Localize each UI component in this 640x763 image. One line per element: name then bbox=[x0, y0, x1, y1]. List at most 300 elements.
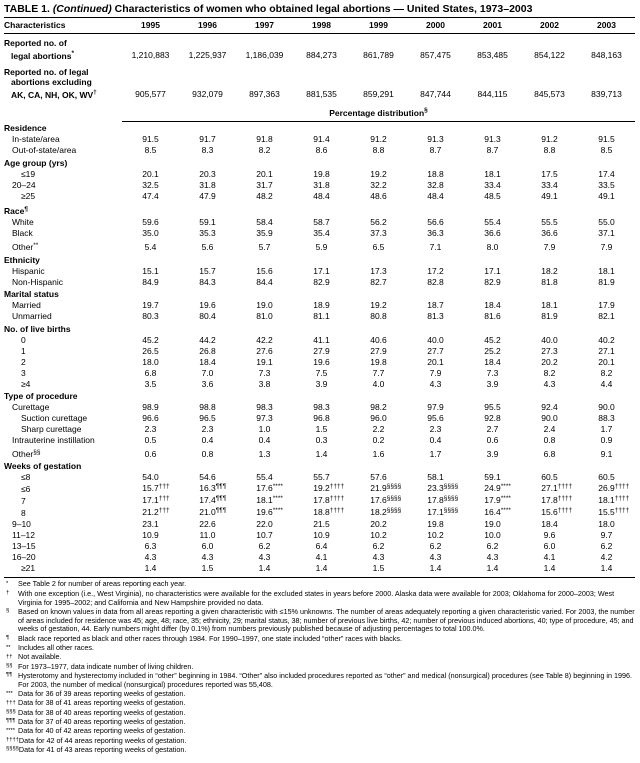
row-label: 2 bbox=[21, 356, 26, 367]
value-cell: 91.5 bbox=[142, 134, 159, 145]
value-cell: 16.3¶¶¶ bbox=[199, 483, 227, 494]
table-row bbox=[4, 446, 635, 460]
value-cell: 31.7 bbox=[256, 179, 273, 190]
footnote-symbol: †††† bbox=[6, 737, 19, 744]
value-cell: 5.4 bbox=[144, 242, 157, 253]
value-cell: 1,210,883 bbox=[131, 49, 170, 60]
table-row bbox=[4, 368, 635, 379]
value-cell: 42.2 bbox=[256, 334, 273, 345]
value-cell: 55.4 bbox=[484, 217, 501, 228]
value-cell: 0.3 bbox=[315, 435, 328, 446]
table-row bbox=[4, 424, 635, 435]
value-cell: 861,789 bbox=[363, 49, 394, 60]
footnote-text: Data for 42 of 44 areas reporting weeks of gestation. bbox=[18, 735, 187, 745]
footnote-text: Black race reported as black and other races through 1984. For 1990–1997, one state included “other” races with blacks. bbox=[18, 633, 402, 643]
value-cell: 1.6 bbox=[372, 448, 385, 459]
value-cell: 56.6 bbox=[427, 217, 444, 228]
value-cell: 3.9 bbox=[315, 378, 328, 389]
value-cell: 18.0 bbox=[142, 356, 159, 367]
value-cell: 0.2 bbox=[372, 435, 385, 446]
value-cell: 17.9 bbox=[598, 300, 615, 311]
section-header-row bbox=[4, 322, 635, 335]
value-cell: 7.1 bbox=[429, 242, 442, 253]
value-cell: 6.4 bbox=[315, 541, 328, 552]
value-cell: 81.9 bbox=[598, 276, 615, 287]
value-cell: 81.1 bbox=[313, 311, 330, 322]
row-label: Suction curettage bbox=[21, 413, 88, 424]
value-cell: 40.2 bbox=[598, 334, 615, 345]
value-cell: 10.0 bbox=[484, 530, 501, 541]
value-cell: 91.7 bbox=[199, 134, 216, 145]
section-header-row bbox=[4, 460, 635, 473]
value-cell: 36.6 bbox=[541, 228, 558, 239]
value-cell: 95.5 bbox=[484, 402, 501, 413]
value-cell: 90.0 bbox=[598, 402, 615, 413]
value-cell: 20.2 bbox=[541, 356, 558, 367]
table-row bbox=[4, 346, 635, 357]
table-row bbox=[4, 379, 635, 390]
footnote bbox=[4, 672, 635, 690]
value-cell: 80.4 bbox=[199, 311, 216, 322]
spacer-cell bbox=[4, 102, 122, 121]
value-cell: 854,122 bbox=[534, 49, 565, 60]
footnote bbox=[4, 590, 635, 608]
year-column-header: 2000 bbox=[407, 18, 464, 34]
value-cell: 33.4 bbox=[484, 179, 501, 190]
value-cell: 1.5 bbox=[201, 563, 214, 574]
value-cell: 98.3 bbox=[313, 402, 330, 413]
value-cell: 48.2 bbox=[256, 190, 273, 201]
value-cell: 6.0 bbox=[201, 541, 214, 552]
row-label: Sharp curettage bbox=[21, 424, 82, 435]
row-label: 16–20 bbox=[12, 552, 36, 563]
row-label: Non-Hispanic bbox=[12, 276, 64, 287]
footnote-symbol: ††† bbox=[6, 699, 16, 706]
value-cell: 96.8 bbox=[313, 413, 330, 424]
row-label: Curettage bbox=[12, 402, 50, 413]
value-cell: 91.5 bbox=[598, 134, 615, 145]
value-cell: 18.1 bbox=[541, 300, 558, 311]
footnote bbox=[4, 653, 635, 662]
value-cell: 3.9 bbox=[486, 448, 499, 459]
value-cell: 7.3 bbox=[258, 367, 271, 378]
value-cell: 1.4 bbox=[315, 448, 328, 459]
value-cell: 8.2 bbox=[600, 367, 613, 378]
value-cell: 20.1 bbox=[598, 356, 615, 367]
percentage-distribution-row bbox=[4, 102, 635, 121]
row-label: Unmarried bbox=[12, 311, 52, 322]
value-cell: 32.8 bbox=[427, 179, 444, 190]
footnote-text: Data for 40 of 42 areas reporting weeks of gestation. bbox=[18, 726, 186, 736]
table-row bbox=[4, 472, 635, 483]
row-label: Other** bbox=[12, 241, 39, 253]
percentage-distribution-label: Percentage distribution§ bbox=[122, 102, 635, 121]
value-cell: 96.6 bbox=[142, 413, 159, 424]
year-column-header: 1996 bbox=[179, 18, 236, 34]
value-cell: 1.4 bbox=[543, 563, 556, 574]
value-cell: 18.1 bbox=[598, 265, 615, 276]
value-cell: 8.8 bbox=[372, 145, 385, 156]
value-cell: 17.4¶¶¶ bbox=[199, 495, 227, 506]
value-cell: 19.6**** bbox=[256, 507, 283, 518]
value-cell: 1.7 bbox=[600, 424, 613, 435]
value-cell: 17.6**** bbox=[256, 483, 283, 494]
footnote-text: Data for 36 of 39 areas reporting weeks of gestation. bbox=[18, 689, 186, 699]
value-cell: 1,186,039 bbox=[245, 49, 284, 60]
value-cell: 857,475 bbox=[420, 49, 451, 60]
year-column-header: 2001 bbox=[464, 18, 521, 34]
value-cell: 58.7 bbox=[313, 217, 330, 228]
value-cell: 1.4 bbox=[315, 563, 328, 574]
value-cell: 55.5 bbox=[541, 217, 558, 228]
value-cell: 8.2 bbox=[258, 145, 271, 156]
value-cell: 1.4 bbox=[144, 563, 157, 574]
value-cell: 23.1 bbox=[142, 519, 159, 530]
value-cell: 27.1†††† bbox=[541, 483, 573, 494]
footnote-marker: § bbox=[424, 107, 428, 115]
row-label: Intrauterine instillation bbox=[12, 435, 95, 446]
value-cell: 81.9 bbox=[541, 311, 558, 322]
value-cell: 1.4 bbox=[258, 563, 271, 574]
value-cell: 6.8 bbox=[144, 367, 157, 378]
value-cell: 859,291 bbox=[363, 89, 394, 100]
value-cell: 4.3 bbox=[258, 552, 271, 563]
row-label-line: Reported no. of bbox=[4, 38, 67, 48]
value-cell: 98.8 bbox=[199, 402, 216, 413]
value-cell: 19.6 bbox=[199, 300, 216, 311]
footnote-text: Includes all other races. bbox=[18, 643, 94, 653]
footnote bbox=[4, 644, 635, 653]
value-cell: 18.1**** bbox=[256, 495, 283, 506]
table-row bbox=[4, 541, 635, 552]
value-cell: 884,273 bbox=[306, 49, 337, 60]
value-cell: 19.1 bbox=[256, 356, 273, 367]
footnote-symbol: **** bbox=[6, 727, 16, 734]
reported-count-row bbox=[4, 34, 635, 63]
value-cell: 7.0 bbox=[201, 367, 214, 378]
table-row bbox=[4, 228, 635, 239]
value-cell: 54.6 bbox=[199, 472, 216, 483]
value-cell: 40.0 bbox=[427, 334, 444, 345]
value-cell: 48.4 bbox=[427, 190, 444, 201]
row-label-line: legal abortions* bbox=[11, 50, 74, 61]
value-cell: 848,163 bbox=[591, 49, 622, 60]
value-cell: 0.8 bbox=[543, 435, 556, 446]
row-label: ≥25 bbox=[21, 190, 36, 201]
value-cell: 1.7 bbox=[429, 448, 442, 459]
value-cell: 1.5 bbox=[372, 563, 385, 574]
table-row bbox=[4, 530, 635, 541]
value-cell: 4.3 bbox=[144, 552, 157, 563]
value-cell: 97.3 bbox=[256, 413, 273, 424]
value-cell: 8.5 bbox=[144, 145, 157, 156]
section-header: Residence bbox=[4, 123, 47, 134]
value-cell: 18.1 bbox=[484, 168, 501, 179]
value-cell: 18.2 bbox=[541, 265, 558, 276]
table-row bbox=[4, 239, 635, 253]
row-label: ≤6 bbox=[21, 484, 31, 495]
footnote-text: Data for 38 of 40 areas reporting weeks of gestation. bbox=[18, 707, 186, 717]
value-cell: 91.3 bbox=[484, 134, 501, 145]
footnote-text: Not available. bbox=[18, 652, 62, 662]
value-cell: 98.3 bbox=[256, 402, 273, 413]
year-column-header: 1999 bbox=[350, 18, 407, 34]
footnote bbox=[4, 699, 635, 708]
value-cell: 91.8 bbox=[256, 134, 273, 145]
value-cell: 897,363 bbox=[249, 89, 280, 100]
value-cell: 20.3 bbox=[199, 168, 216, 179]
table-row bbox=[4, 435, 635, 446]
table-row bbox=[4, 134, 635, 145]
footnotes-section bbox=[4, 577, 635, 754]
table-row bbox=[4, 277, 635, 288]
value-cell: 18.8 bbox=[427, 168, 444, 179]
value-cell: 17.1††† bbox=[142, 495, 170, 506]
value-cell: 41.1 bbox=[313, 334, 330, 345]
value-cell: 6.2 bbox=[429, 541, 442, 552]
table-row bbox=[4, 519, 635, 530]
value-cell: 48.6 bbox=[370, 190, 387, 201]
table-title-prefix: TABLE 1. bbox=[4, 3, 53, 15]
value-cell: 0.6 bbox=[144, 448, 157, 459]
value-cell: 95.6 bbox=[427, 413, 444, 424]
row-label: 13–15 bbox=[12, 541, 36, 552]
footnote-text: See Table 2 for number of areas reporting each year. bbox=[18, 579, 187, 589]
footnote bbox=[4, 727, 635, 736]
value-cell: 91.3 bbox=[427, 134, 444, 145]
value-cell: 82.9 bbox=[484, 276, 501, 287]
value-cell: 6.0 bbox=[543, 541, 556, 552]
characteristics-table bbox=[4, 18, 635, 574]
section-header-row bbox=[4, 288, 635, 301]
value-cell: 82.8 bbox=[427, 276, 444, 287]
value-cell: 2.3 bbox=[201, 424, 214, 435]
value-cell: 40.0 bbox=[541, 334, 558, 345]
value-cell: 8.0 bbox=[486, 242, 499, 253]
footnote-text: Data for 38 of 41 areas reporting weeks of gestation. bbox=[18, 698, 186, 708]
footnote-symbol: § bbox=[6, 608, 10, 615]
value-cell: 2.2 bbox=[372, 424, 385, 435]
footnote-symbol: ¶¶¶ bbox=[6, 718, 16, 725]
value-cell: 17.8§§§§ bbox=[427, 495, 459, 506]
value-cell: 3.6 bbox=[201, 378, 214, 389]
value-cell: 21.5 bbox=[313, 519, 330, 530]
table-row bbox=[4, 169, 635, 180]
row-label: ≤19 bbox=[21, 168, 36, 179]
value-cell: 7.7 bbox=[372, 367, 385, 378]
table-title bbox=[4, 2, 635, 18]
row-label bbox=[4, 34, 122, 63]
footnote-marker: §§ bbox=[33, 448, 41, 456]
table-row bbox=[4, 402, 635, 413]
value-cell: 15.6†††† bbox=[541, 507, 573, 518]
value-cell: 21.2††† bbox=[142, 507, 170, 518]
value-cell: 92.4 bbox=[541, 402, 558, 413]
value-cell: 19.7 bbox=[142, 300, 159, 311]
value-cell: 2.4 bbox=[543, 424, 556, 435]
footnote-marker: * bbox=[71, 50, 74, 57]
value-cell: 60.5 bbox=[598, 472, 615, 483]
value-cell: 0.4 bbox=[429, 435, 442, 446]
value-cell: 35.0 bbox=[142, 228, 159, 239]
value-cell: 7.5 bbox=[315, 367, 328, 378]
footnote bbox=[4, 608, 635, 634]
value-cell: 17.4 bbox=[598, 168, 615, 179]
row-label: 8 bbox=[21, 508, 26, 519]
value-cell: 6.2 bbox=[600, 541, 613, 552]
section-header-row bbox=[4, 121, 635, 134]
footnote-marker: ¶ bbox=[24, 205, 28, 213]
section-header-row bbox=[4, 390, 635, 403]
value-cell: 33.5 bbox=[598, 179, 615, 190]
footnote-symbol: §§§§ bbox=[6, 746, 19, 753]
value-cell: 40.6 bbox=[370, 334, 387, 345]
section-header: No. of live births bbox=[4, 323, 71, 334]
footnote-marker: ** bbox=[33, 241, 39, 249]
value-cell: 21.9§§§§ bbox=[370, 483, 402, 494]
section-header: Marital status bbox=[4, 289, 59, 300]
section-header: Race¶ bbox=[4, 205, 28, 217]
value-cell: 18.1†††† bbox=[598, 495, 630, 506]
value-cell: 4.4 bbox=[600, 378, 613, 389]
value-cell: 0.5 bbox=[144, 435, 157, 446]
value-cell: 81.3 bbox=[427, 311, 444, 322]
value-cell: 81.0 bbox=[256, 311, 273, 322]
value-cell: 4.0 bbox=[372, 378, 385, 389]
table-row bbox=[4, 563, 635, 574]
footnote-symbol: ¶ bbox=[6, 635, 10, 642]
value-cell: 15.6 bbox=[256, 265, 273, 276]
footnote-marker: † bbox=[93, 89, 97, 97]
year-column-header: 1998 bbox=[293, 18, 350, 34]
value-cell: 37.1 bbox=[598, 228, 615, 239]
value-cell: 1.4 bbox=[486, 563, 499, 574]
value-cell: 4.3 bbox=[543, 378, 556, 389]
value-cell: 90.0 bbox=[541, 413, 558, 424]
value-cell: 9.7 bbox=[600, 530, 613, 541]
year-column-header: 2003 bbox=[578, 18, 635, 34]
value-cell: 18.4 bbox=[484, 356, 501, 367]
value-cell: 844,115 bbox=[477, 89, 508, 100]
value-cell: 97.9 bbox=[427, 402, 444, 413]
value-cell: 7.9 bbox=[429, 367, 442, 378]
value-cell: 91.2 bbox=[541, 134, 558, 145]
value-cell: 26.9†††† bbox=[598, 483, 630, 494]
section-header: Ethnicity bbox=[4, 254, 40, 265]
row-label: 7 bbox=[21, 496, 26, 507]
value-cell: 35.4 bbox=[313, 228, 330, 239]
value-cell: 82.9 bbox=[313, 276, 330, 287]
row-label bbox=[4, 63, 122, 102]
value-cell: 24.9**** bbox=[484, 483, 511, 494]
reported-count-row bbox=[4, 63, 635, 102]
value-cell: 10.2 bbox=[370, 530, 387, 541]
value-cell: 17.2 bbox=[427, 265, 444, 276]
value-cell: 32.2 bbox=[370, 179, 387, 190]
table-row bbox=[4, 483, 635, 495]
table-row bbox=[4, 413, 635, 424]
row-label: 9–10 bbox=[12, 519, 31, 530]
row-label: Other§§ bbox=[12, 448, 41, 459]
value-cell: 8.2 bbox=[543, 367, 556, 378]
value-cell: 18.9 bbox=[313, 300, 330, 311]
value-cell: 4.3 bbox=[201, 552, 214, 563]
value-cell: 54.0 bbox=[142, 472, 159, 483]
value-cell: 27.6 bbox=[256, 345, 273, 356]
value-cell: 17.1 bbox=[484, 265, 501, 276]
value-cell: 35.3 bbox=[199, 228, 216, 239]
value-cell: 33.4 bbox=[541, 179, 558, 190]
table-title-continued: (Continued) bbox=[52, 3, 112, 15]
value-cell: 58.1 bbox=[427, 472, 444, 483]
footnote-symbol: †† bbox=[6, 653, 13, 660]
value-cell: 98.2 bbox=[370, 402, 387, 413]
row-label: 0 bbox=[21, 334, 26, 345]
value-cell: 47.9 bbox=[199, 190, 216, 201]
value-cell: 91.2 bbox=[370, 134, 387, 145]
table-row bbox=[4, 217, 635, 228]
value-cell: 845,573 bbox=[534, 89, 565, 100]
value-cell: 1.4 bbox=[600, 563, 613, 574]
value-cell: 45.2 bbox=[142, 334, 159, 345]
value-cell: 37.3 bbox=[370, 228, 387, 239]
value-cell: 0.9 bbox=[600, 435, 613, 446]
value-cell: 8.6 bbox=[315, 145, 328, 156]
value-cell: 6.8 bbox=[543, 448, 556, 459]
value-cell: 44.2 bbox=[199, 334, 216, 345]
value-cell: 6.5 bbox=[372, 242, 385, 253]
value-cell: 0.8 bbox=[201, 448, 214, 459]
value-cell: 84.9 bbox=[142, 276, 159, 287]
table-row bbox=[4, 145, 635, 156]
row-label: Hispanic bbox=[12, 265, 45, 276]
value-cell: 19.2†††† bbox=[313, 483, 345, 494]
row-label: White bbox=[12, 217, 34, 228]
value-cell: 19.6 bbox=[313, 356, 330, 367]
value-cell: 1,225,937 bbox=[188, 49, 227, 60]
value-cell: 1.5 bbox=[315, 424, 328, 435]
value-cell: 7.3 bbox=[486, 367, 499, 378]
footnote bbox=[4, 635, 635, 644]
value-cell: 27.9 bbox=[313, 345, 330, 356]
value-cell: 96.0 bbox=[370, 413, 387, 424]
value-cell: 92.8 bbox=[484, 413, 501, 424]
table-row bbox=[4, 507, 635, 519]
value-cell: 5.7 bbox=[258, 242, 271, 253]
value-cell: 0.4 bbox=[201, 435, 214, 446]
value-cell: 6.2 bbox=[258, 541, 271, 552]
value-cell: 18.8†††† bbox=[313, 507, 345, 518]
value-cell: 7.9 bbox=[600, 242, 613, 253]
footnote-symbol: §§ bbox=[6, 663, 13, 670]
value-cell: 3.5 bbox=[144, 378, 157, 389]
value-cell: 58.4 bbox=[256, 217, 273, 228]
value-cell: 2.3 bbox=[144, 424, 157, 435]
value-cell: 20.1 bbox=[142, 168, 159, 179]
value-cell: 48.5 bbox=[484, 190, 501, 201]
value-cell: 96.5 bbox=[199, 413, 216, 424]
value-cell: 57.6 bbox=[370, 472, 387, 483]
value-cell: 19.0 bbox=[256, 300, 273, 311]
value-cell: 2.3 bbox=[429, 424, 442, 435]
value-cell: 80.3 bbox=[142, 311, 159, 322]
value-cell: 853,485 bbox=[477, 49, 508, 60]
section-header-row bbox=[4, 156, 635, 169]
value-cell: 26.5 bbox=[142, 345, 159, 356]
value-cell: 27.9 bbox=[370, 345, 387, 356]
value-cell: 55.4 bbox=[256, 472, 273, 483]
value-cell: 23.3§§§§ bbox=[427, 483, 459, 494]
